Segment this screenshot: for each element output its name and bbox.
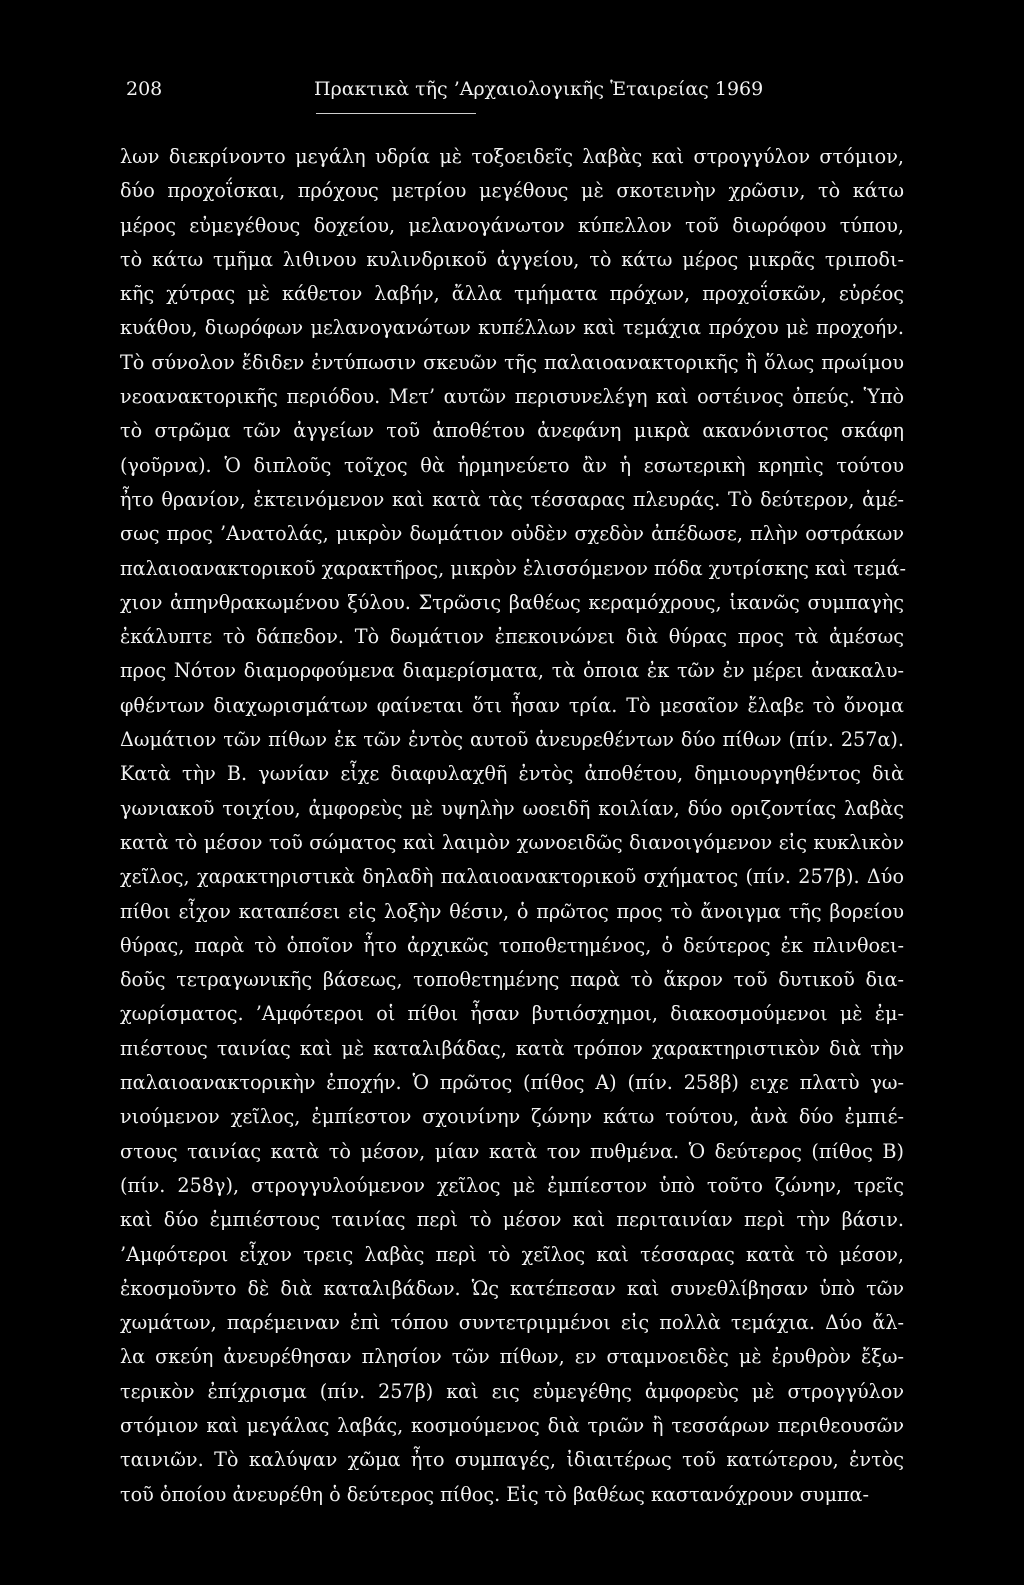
- text-line: πίθοι εἶχον καταπέσει εἰς λοξὴν θέσιν, ὁ πρῶτος προς τὸ ἄνοιγμα τῆς βορείου: [120, 899, 904, 923]
- header-rule: [316, 113, 476, 114]
- text-line: χιον ἀπηνθρακωμένου ξύλου. Στρῶσις βαθέως κεραμόχρους, ἱκανῶς συμπαγὴς: [120, 590, 904, 614]
- text-line: κυάθου, διωρόφων μελανογανώτων κυπέλλων καὶ τεμάχια πρόχου μὲ προχοήν.: [120, 316, 904, 340]
- text-line: (πίν. 258γ), στρογγυλούμενον χεῖλος μὲ ἐμπίεστον ὑπὸ τοῦτο ζώνην, τρεῖς: [120, 1173, 904, 1197]
- text-line: παλαιοανακτορικοῦ χαρακτῆρος, μικρὸν ἑλισσόμενον πόδα χυτρίσκης καὶ τεμά-: [120, 556, 906, 580]
- text-line: ἐκοσμοῦντο δὲ διὰ καταλιβάδων. Ὡς κατέπεσαν καὶ συνεθλίβησαν ὑπὸ τῶν: [120, 1276, 904, 1300]
- text-line: στόμιον καὶ μεγάλας λαβάς, κοσμούμενος διὰ τριῶν ἢ τεσσάρων περιθεουσῶν: [120, 1413, 904, 1437]
- text-line: ἐκάλυπτε τὸ δάπεδον. Τὸ δωμάτιον ἐπεκοινώνει διὰ θύρας προς τὰ ἀμέσως: [120, 625, 904, 649]
- page-number: 208: [126, 78, 163, 100]
- text-line: δοῦς τετραγωνικῆς βάσεως, τοποθετημένης παρὰ τὸ ἄκρον τοῦ δυτικοῦ δια-: [120, 968, 904, 992]
- text-line: φθέντων διαχωρισμάτων φαίνεται ὅτι ἦσαν τρία. Τὸ μεσαῖον ἔλαβε τὸ ὄνομα: [120, 693, 904, 717]
- running-title: Πρακτικὰ τῆς ’Αρχαιολογικῆς Ἑταιρείας 1969: [314, 78, 764, 100]
- text-line: καὶ δύο ἐμπιέστους ταινίας περὶ τὸ μέσον καὶ περιταινίαν περὶ τὴν βάσιν.: [120, 1208, 904, 1232]
- text-line: (γοῦρνα). Ὁ διπλοῦς τοῖχος θὰ ἡρμηνεύετο ἂν ἡ εσωτερικὴ κρηπὶς τούτου: [120, 453, 904, 477]
- text-line: Κατὰ τὴν Β. γωνίαν εἶχε διαφυλαχθῆ ἐντὸς ἀποθέτου, δημιουργηθέντος διὰ: [120, 762, 904, 786]
- text-line: πιέστους ταινίας καὶ μὲ καταλιβάδας, κατὰ τρόπον χαρακτηριστικὸν διὰ τὴν: [120, 1036, 904, 1060]
- text-line: προς Νότον διαμορφούμενα διαμερίσματα, τὰ ὁποια ἐκ τῶν ἐν μέρει ἀνακαλυ-: [120, 659, 904, 683]
- text-line: Δωμάτιον τῶν πίθων ἐκ τῶν ἐντὸς αυτοῦ ἀνευρεθέντων δύο πίθων (πίν. 257α).: [120, 728, 904, 752]
- text-line: στους ταινίας κατὰ τὸ μέσον, μίαν κατὰ τον πυθμένα. Ὁ δεύτερος (πίθος Β): [120, 1139, 904, 1163]
- text-line: σως προς ’Ανατολάς, μικρὸν δωμάτιον οὐδὲν σχεδὸν ἀπέδωσε, πλὴν οστράκων: [120, 522, 904, 546]
- text-line: νεοανακτορικῆς περιόδου. Μετ’ αυτῶν περισυνελέγη καὶ οστέινος ὀπεύς. Ὑπὸ: [120, 385, 904, 409]
- text-line: χεῖλος, χαρακτηριστικὰ δηλαδὴ παλαιοανακτορικοῦ σχήματος (πίν. 257β). Δύο: [120, 865, 904, 889]
- text-line: ταινιῶν. Τὸ καλύψαν χῶμα ἦτο συμπαγές, ἰδιαιτέρως τοῦ κατώτερου, ἐντὸς: [120, 1448, 904, 1472]
- page-header: [126, 74, 902, 104]
- body-text: [120, 140, 904, 1512]
- text-line: κῆς χύτρας μὲ κάθετον λαβήν, ἄλλα τμήματα πρόχων, προχοΐσκῶν, εὐρέος: [120, 282, 904, 306]
- text-line: λα σκεύη ἀνευρέθησαν πλησίον τῶν πίθων, εν σταμνοειδὲς μὲ ἐρυθρὸν ἔξω-: [120, 1345, 904, 1369]
- text-line: ’Αμφότεροι εἶχον τρεις λαβὰς περὶ τὸ χεῖλος καὶ τέσσαρας κατὰ τὸ μέσον,: [120, 1242, 904, 1266]
- text-line: μέρος εὐμεγέθους δοχείου, μελανογάνωτον κύπελλον τοῦ διωρόφου τύπου,: [120, 213, 904, 237]
- text-line: Τὸ σύνολον ἔδιδεν ἐντύπωσιν σκευῶν τῆς παλαιοανακτορικῆς ἢ ὅλως πρωίμου: [120, 350, 904, 374]
- text-line: θύρας, παρὰ τὸ ὁποῖον ἦτο ἀρχικῶς τοποθετημένος, ὁ δεύτερος ἐκ πλινθοει-: [120, 933, 904, 957]
- text-line: τοῦ ὁποίου ἀνευρέθη ὁ δεύτερος πίθος. Εἰς τὸ βαθέως καστανόχρουν συμπα-: [120, 1482, 869, 1506]
- text-line: δύο προχοΐσκαι, πρόχους μετρίου μεγέθους μὲ σκοτεινὴν χρῶσιν, τὸ κάτω: [120, 179, 904, 203]
- text-line: τὸ κάτω τμῆμα λιθινου κυλινδρικοῦ ἀγγείου, τὸ κάτω μέρος μικρᾶς τριποδι-: [120, 247, 904, 271]
- text-line: νιούμενον χεῖλος, ἐμπίεστον σχοινίνην ζώνην κάτω τούτου, ἀνὰ δύο ἐμπιέ-: [120, 1105, 904, 1129]
- text-line: ἦτο θρανίον, ἐκτεινόμενον καὶ κατὰ τὰς τέσσαρας πλευράς. Τὸ δεύτερον, ἀμέ-: [120, 487, 904, 511]
- text-line: τερικὸν ἐπίχρισμα (πίν. 257β) καὶ εις εὐμεγέθης ἀμφορεὺς μὲ στρογγύλον: [120, 1379, 904, 1403]
- text-line: κατὰ τὸ μέσον τοῦ σώματος καὶ λαιμὸν χωνοειδῶς διανοιγόμενον εἰς κυκλικὸν: [120, 830, 904, 854]
- text-line: λων διεκρίνοντο μεγάλη υδρία μὲ τοξοειδεῖς λαβὰς καὶ στρογγύλον στόμιον,: [120, 145, 904, 168]
- text-line: χωρίσματος. ’Αμφότεροι οἱ πίθοι ἦσαν βυτιόσχημοι, διακοσμούμενοι μὲ ἐμ-: [120, 1002, 904, 1026]
- text-line: παλαιοανακτορικὴν ἐποχήν. Ὁ πρῶτος (πίθος Α) (πίν. 258β) ειχε πλατὺ γω-: [120, 1071, 904, 1095]
- text-line: χωμάτων, παρέμειναν ἐπὶ τόπου συντετριμμένοι εἰς πολλὰ τεμάχια. Δύο ἄλ-: [120, 1311, 904, 1335]
- text-line: τὸ στρῶμα τῶν ἀγγείων τοῦ ἀποθέτου ἀνεφάνη μικρὰ ακανόνιστος σκάφη: [120, 419, 904, 443]
- text-line: γωνιακοῦ τοιχίου, ἀμφορεὺς μὲ υψηλὴν ωοειδῆ κοιλίαν, δύο οριζοντίας λαβὰς: [120, 796, 904, 820]
